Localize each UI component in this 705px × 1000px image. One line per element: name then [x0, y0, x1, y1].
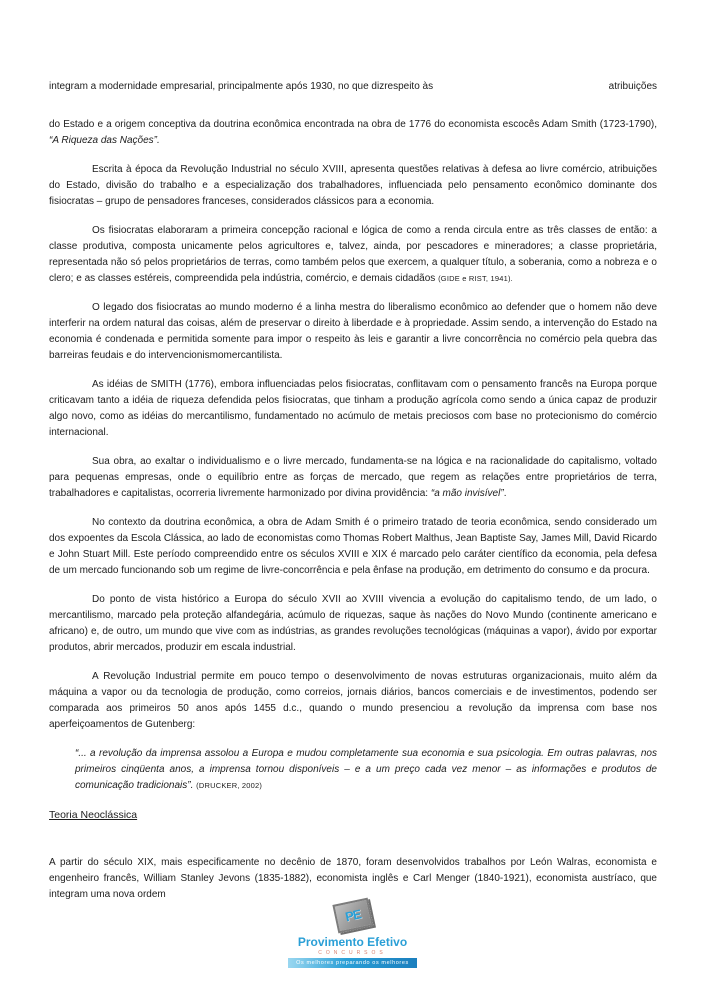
- paragraph-estado-text: do Estado e a origem conceptiva da doutrina econômica encontrada na obra de 1776 do economista escocês Adam Smith (1723-1790),: [49, 119, 657, 130]
- paragraph-escrita: Escrita à época da Revolução Industrial no século XVIII, apresenta questões relativas à defesa ao livre comércio, atribuições do Estado, divisão do trabalho e a especialização dos trabalhadores, influenciada pelo pensamento econômico dominante dos fisiocratas – grupo de pensadores franceses, considerados clássicos para a economia.: [49, 164, 657, 207]
- continuation-text-left: integram a modernidade empresarial, principalmente após 1930, no que dizrespeito às: [49, 81, 434, 92]
- paragraph-partir: A partir do século XIX, mais especificamente no decênio de 1870, foram desenvolvidos trabalhos por León Walras, economista e engenheiro francês, William Stanley Jevons (1835-1882), economista inglês e Carl Menger (1840-1921), economista austríaco, que integram uma nova ordem: [49, 857, 657, 900]
- blockquote-drucker: [75, 746, 657, 794]
- book-title-italic: “A Riqueza das Nações”.: [49, 135, 160, 146]
- citation-drucker: (DRUCKER, 2002): [196, 781, 263, 790]
- paragraph-sua-obra-text: Sua obra, ao exaltar o individualismo e o livre mercado, fundamenta-se na lógica e na racionalidade do capitalismo, voltado para pequenas empresas, onde o equilíbrio entre as forças de mercado, que regem as relações entre proprietários de terra, trabalhadores e capitalistas, ocorreria livremente harmonizado por divina providência:: [49, 456, 657, 499]
- logo-title: Provimento Efetivo: [297, 935, 408, 949]
- paragraph-ideias: As idéias de SMITH (1776), embora influenciadas pelos fisiocratas, conflitavam com o pensamento francês na Europa porque criticavam tanto a idéia de riqueza defendida pelos fisiocratas, que tinham a produção agrícola como sendo a única capaz de produzir algo novo, como as idéias do mercantilismo, fundamentado no acúmulo de metais preciosos com base no protecionismo do comércio internacional.: [49, 379, 657, 438]
- paragraph-revolucao: A Revolução Industrial permite em pouco tempo o desenvolvimento de novas estruturas organizacionais, muito além da máquina a vapor ou da tecnologia de produção, como correios, jornais diários, bancos comerciais e de investimentos, podendo ser comparada aos primeiros 50 anos após 1455 d.c., quando o mundo presenciou a revolução da imprensa com base nos aperfeiçoamentos de Gutenberg:: [49, 671, 657, 730]
- paragraph-sua-obra-tail: .: [503, 488, 507, 499]
- paragraph-continuation-line: [49, 79, 657, 95]
- paragraph-contexto: No contexto da doutrina econômica, a obra de Adam Smith é o primeiro tratado de teoria econômica, sendo considerado um dos expoentes da Escola Clássica, ao lado de economistas como Thomas Robert Malthus, Jean Baptiste Say, James Mill, David Ricardo e John Stuart Mill. Este período compreendido entre os séculos XVIII e XIX é marcado pelo caráter científico da economia, pela defesa de um mercado funcionando sob um regime de livre-concorrência e pela ênfase na produção, em detrimento do consumo e da procura.: [49, 517, 657, 576]
- footer-logo: [0, 901, 705, 968]
- logo-monogram: PE: [343, 906, 362, 925]
- citation-gide-rist: (GIDE e RIST, 1941).: [438, 274, 513, 283]
- paragraph-fisiocratas-text: Os fisiocratas elaboraram a primeira concepção racional e lógica de como a renda circula entre as três classes de então: a classe produtiva, composta unicamente pelos agricultores e, talvez, ainda, por pescadores e mineradores; a classe proprietária, representada não só pelos proprietários de terras, como também pelos que exercem, a qualquer título, a soberania, como a nobreza e o clero; e as classes estéreis, compreendida pela indústria, comércio, e demais cidadãos: [49, 225, 657, 284]
- paragraph-sua-obra: [49, 454, 657, 502]
- logo-subtitle: CONCURSOS: [318, 950, 387, 956]
- logo-cube-icon: [332, 898, 373, 934]
- paragraph-estado: [49, 117, 657, 149]
- invisible-hand-italic: “a mão invisível”: [430, 488, 504, 499]
- continuation-text-right: atribuições: [608, 81, 657, 92]
- section-heading-teoria-neoclassica: Teoria Neoclássica: [49, 809, 138, 821]
- blockquote-text: “... a revolução da imprensa assolou a Europa e mudou completamente sua economia e sua psicologia. Em outras palavras, nos primeiros cinqüenta anos, a imprensa tornou disponíveis – e a um preço cada vez menor – as informações e produtos de comunicação tradicionais”.: [75, 748, 657, 791]
- logo-tagline: Os melhores preparando os melhores: [288, 958, 417, 968]
- paragraph-ponto-vista: Do ponto de vista histórico a Europa do século XVII ao XVIII vivencia a evolução do capitalismo tendo, de um lado, o mercantilismo, marcado pela proteção alfandegária, acúmulo de riquezas, saque às nações do Novo Mundo (continente americano e africano) e, de outro, um mundo que vive com as indústrias, as grandes revoluções tecnológicas (máquinas a vapor), ávido por exportar produtos, abrir mercados, produzir em escala industrial.: [49, 594, 657, 653]
- paragraph-fisiocratas: [49, 223, 657, 287]
- paragraph-legado: O legado dos fisiocratas ao mundo moderno é a linha mestra do liberalismo econômico ao defender que o homem não deve interferir na ordem natural das coisas, além de preservar o direito à liberdade e à propriedade. Assim sendo, a intervenção do Estado na economia é condenada e permitida somente para impor o respeito às leis e garantir a livre concorrência no comércio pela quebra das barreiras feudais e do intervencionismomercantilista.: [49, 302, 657, 361]
